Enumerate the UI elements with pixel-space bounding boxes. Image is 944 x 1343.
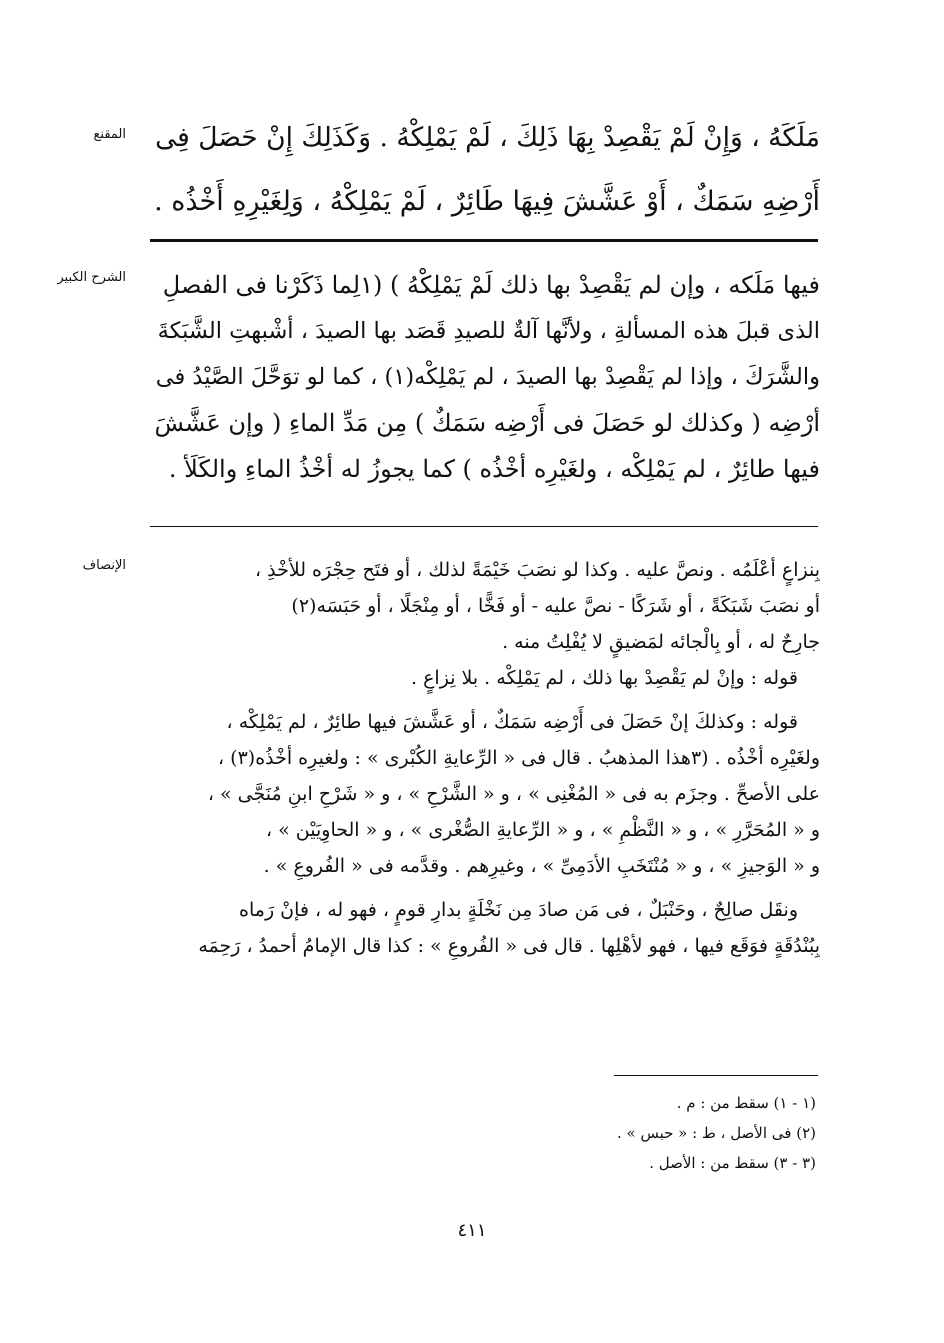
section-divider-thick: [150, 239, 818, 242]
footnotes: [316, 1088, 816, 1178]
text-line: أو نصَبَ شَبَكَةً ، أو شَرَكًا - نصَّ عليه - أو فَخًّا ، أو مِنْجَلًا ، أو حَبَسَه(٢): [291, 595, 820, 617]
text-line: ولغَيْرِه أخْذُه . (٣هذا المذهبُ . قال فى « الرِّعايةِ الكُبْرى » : ولغيرِه أخْذُه(٣) ،: [217, 747, 820, 769]
text-line: و « المُحَرَّرِ » ، و « النَّظْمِ » ، و « الرِّعايةِ الصُّغْرى » ، و « الحاوِيَيْن » ،: [265, 819, 820, 841]
text-line: على الأصحِّ . وجزَم به فى « المُغْنِى » ، و « الشَّرْحِ » ، و « شَرْحِ ابنِ مُنَجَّى » ،: [207, 783, 820, 805]
text-line: الذى قبلَ هذه المسألةِ ، ولأنَّها آلةٌ للصيدِ قَصَد بها الصيدَ ، أشْبهتِ الشَّبَكةَ: [157, 318, 820, 344]
page-number: ٤١١: [457, 1220, 487, 1241]
text-line: فيها مَلَكه ، وإن لم يَقْصِدْ بها ذلك لَمْ يَمْلِكْهُ ) (١لِما ذَكَرْنا فى الفصلِ: [162, 271, 820, 299]
text-line: فيها طائِرٌ ، لم يَمْلِكْه ، ولغَيْرِه أخْذُه ) كما يجوزُ له أخْذُ الماءِ والكَلَأ .: [168, 455, 820, 483]
text-line: قوله : وكذلكَ إنْ حَصَلَ فى أَرْضِه سَمَكٌ ، أو عَشَّشَ فيها طائِرٌ ، لم يَمْلِكْه ،: [226, 711, 798, 733]
section-label-mughni: المقنع: [93, 127, 126, 142]
mughni-text: [150, 106, 820, 234]
text-line: ونقَل صالِحٌ ، وحَنْبَلٌ ، فى مَن صادَ مِن نَخْلَةٍ بدارِ قومٍ ، فهو له ، فإنْ رَماه: [239, 899, 798, 921]
section-label-sharh: الشرح الكبير: [57, 270, 126, 285]
section-divider-thin: [150, 526, 818, 527]
footnote: (٢) فى الأصل ، ط : « حبس » .: [617, 1124, 816, 1142]
text-line: والشَّرَكَ ، وإذا لم يَقْصِدْ بها الصيدَ ، لم يَمْلِكْه(١) ، كما لو توَحَّلَ الصَّيْدُ فى: [155, 364, 820, 390]
text-line: أرْضِه ( وكذلك لو حَصَلَ فى أَرْضِه سَمَكٌ ) مِن مَدِّ الماءِ ( وإن عَشَّشَ: [154, 409, 820, 437]
footnote-divider: [614, 1075, 818, 1076]
text-line: أَرْضِهِ سَمَكٌ ، أَوْ عَشَّشَ فِيهَا طَائِرٌ ، لَمْ يَمْلِكْهُ ، وَلِغَيْرِهِ أَخْذُه .: [154, 186, 820, 217]
insaf-text: [150, 552, 820, 964]
footnote: (٣ - ٣) سقط من : الأصل .: [649, 1154, 816, 1172]
footnote: (١ - ١) سقط من : م .: [676, 1094, 816, 1112]
text-line: و « الوَجيزِ » ، و « مُنْتَخَبِ الأدَمِىِّ » ، وغيرِهم . وقدَّمه فى « الفُروعِ » .: [263, 855, 820, 877]
text-line: بِبُنْدُقَةٍ فوَقَع فيها ، فهو لأهْلِها . قال فى « الفُروعِ » : كذا قال الإمامُ أحمدُ ، رَحِمَه: [198, 935, 820, 957]
text-line: بِنزاعٍ أعْلَمُه . ونصَّ عليه . وكذا لو نصَبَ خَيْمَةً لذلك ، أو فتَح حِجْرَه للأخْذِ ،: [255, 559, 820, 581]
text-line: قوله : وإنْ لم يَقْصِدْ بها ذلك ، لم يَمْلِكْه . بلا نِزاعٍ .: [411, 667, 798, 689]
section-label-insaf: الإنصاف: [82, 558, 126, 573]
text-line: مَلَكَهُ ، وَإِنْ لَمْ يَقْصِدْ بِهَا ذَلِكَ ، لَمْ يَمْلِكْهُ . وَكَذَلِكَ إِنْ حَصَلَ فِى: [155, 122, 820, 153]
sharh-text: [150, 262, 820, 492]
text-line: جارِحٌ له ، أو بِالْجائه لمَضيقٍ لا يُفْلِتُ منه .: [502, 631, 820, 653]
